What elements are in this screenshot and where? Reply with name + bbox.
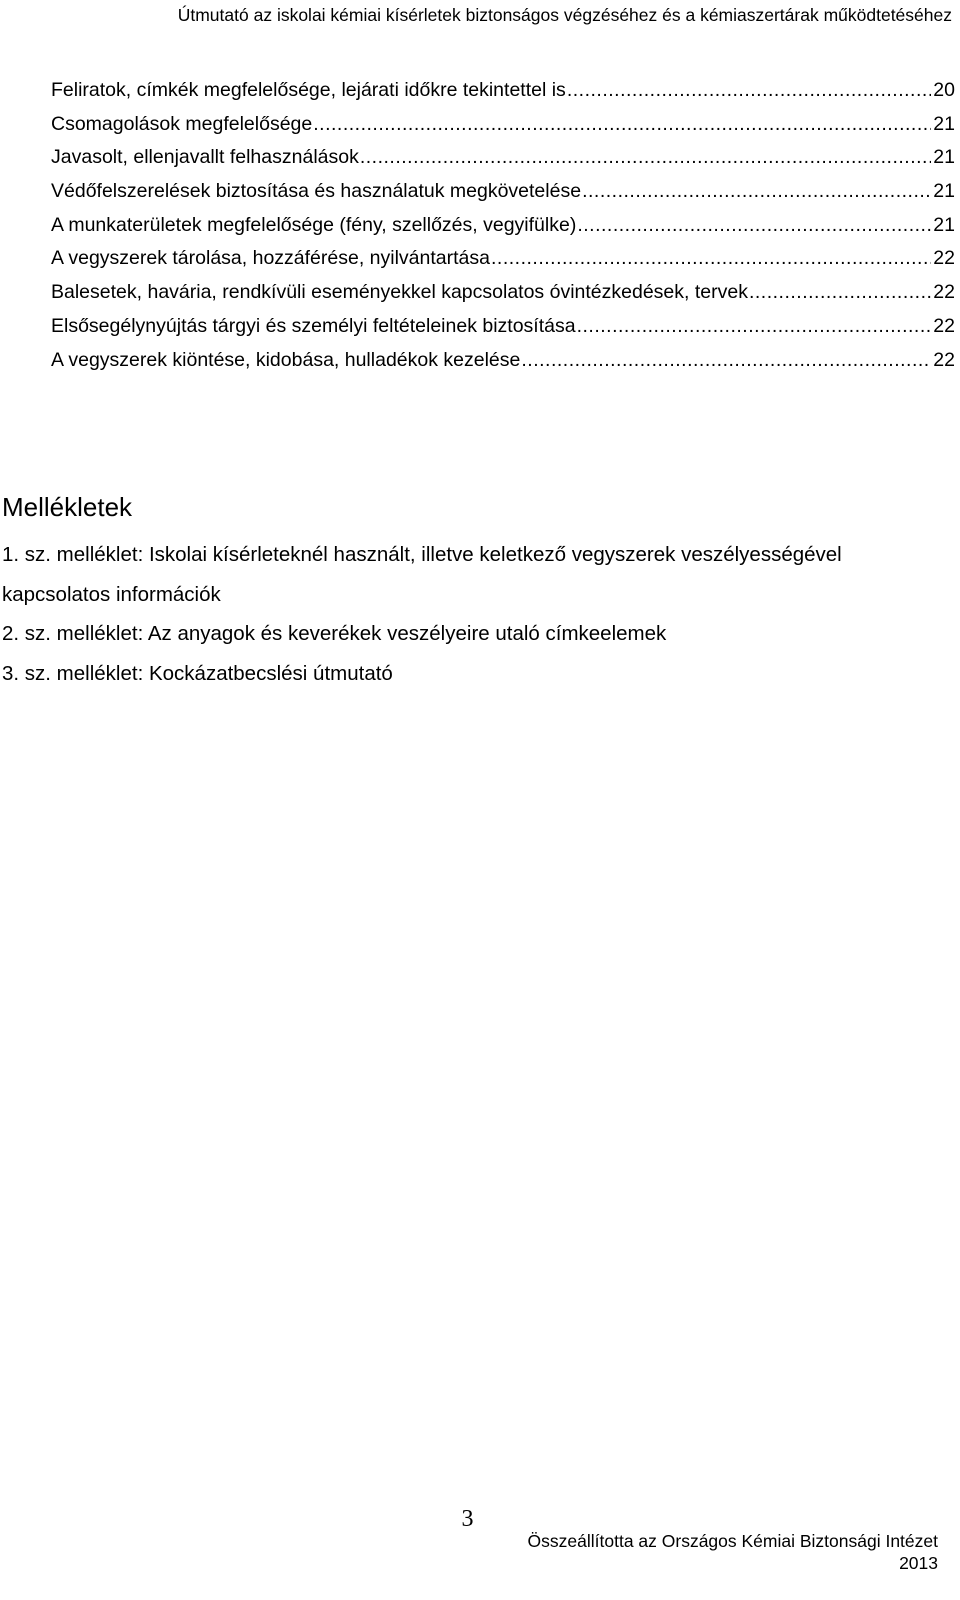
page-number: 3 bbox=[461, 1506, 474, 1532]
footer-institution: Összeállította az Országos Kémiai Biztonsági Intézet bbox=[527, 1531, 938, 1551]
toc-entry-title: Elsősegélynyújtás tárgyi és személyi feltételeinek biztosítása bbox=[51, 314, 576, 337]
annex-item[interactable]: 2. sz. melléklet: Az anyagok és keverékek veszélyeire utaló címkeelemek bbox=[2, 622, 667, 645]
toc-entry-title: Javasolt, ellenjavallt felhasználások bbox=[51, 146, 359, 169]
annex-item[interactable]: 1. sz. melléklet: Iskolai kísérleteknél használt, illetve keletkező vegyszerek veszélyességével kapcsolatos információk bbox=[2, 543, 842, 606]
toc-entry[interactable] bbox=[51, 108, 955, 142]
annexes-heading: Mellékletek bbox=[2, 492, 133, 522]
toc-entry-page: 20 bbox=[933, 79, 955, 101]
footer-year: 2013 bbox=[899, 1553, 938, 1573]
toc-entry-title: Balesetek, havária, rendkívüli eseményekkel kapcsolatos óvintézkedések, tervek bbox=[51, 281, 748, 304]
toc-entry-title: A vegyszerek tárolása, hozzáférése, nyilvántartása bbox=[51, 247, 490, 270]
annex-item[interactable]: 3. sz. melléklet: Kockázatbecslési útmutató bbox=[2, 661, 393, 685]
toc-entry[interactable] bbox=[51, 175, 955, 209]
toc-entry-title: Feliratok, címkék megfelelősége, lejárati időkre tekintettel is bbox=[51, 79, 566, 101]
toc-entry-page: 21 bbox=[933, 146, 955, 169]
toc-dot-leader bbox=[360, 141, 931, 175]
page-footer bbox=[528, 1530, 938, 1574]
annex-list bbox=[2, 535, 952, 693]
toc-entry-page: 21 bbox=[933, 180, 955, 203]
toc-entry-page: 21 bbox=[933, 213, 955, 236]
toc-dot-leader bbox=[577, 310, 932, 344]
toc-dot-leader bbox=[521, 344, 931, 378]
toc-entry[interactable] bbox=[51, 74, 955, 108]
toc-entry-page: 22 bbox=[933, 247, 955, 270]
toc-entry[interactable] bbox=[51, 209, 955, 243]
toc-entry[interactable] bbox=[51, 141, 955, 175]
toc-entry-page: 22 bbox=[933, 281, 955, 304]
running-header: Útmutató az iskolai kémiai kísérletek biztonságos végzéséhez és a kémiaszertárak működtetéséhez bbox=[177, 5, 952, 25]
toc-dot-leader bbox=[491, 242, 931, 276]
toc-entry-title: Csomagolások megfelelősége bbox=[51, 112, 313, 135]
toc-entry-page: 22 bbox=[933, 314, 955, 337]
toc-dot-leader bbox=[749, 276, 931, 310]
toc-dot-leader bbox=[567, 74, 931, 108]
table-of-contents bbox=[51, 74, 955, 377]
toc-entry-title: Védőfelszerelések biztosítása és használatuk megkövetelése bbox=[51, 180, 582, 203]
toc-entry-page: 22 bbox=[933, 348, 955, 371]
toc-entry-title: A munkaterületek megfelelősége (fény, szellőzés, vegyifülke) bbox=[51, 213, 577, 236]
toc-dot-leader bbox=[313, 108, 931, 142]
toc-entry-page: 21 bbox=[933, 112, 955, 135]
toc-entry[interactable] bbox=[51, 276, 955, 310]
toc-dot-leader bbox=[577, 209, 931, 243]
toc-entry[interactable] bbox=[51, 310, 955, 344]
toc-entry[interactable] bbox=[51, 344, 955, 378]
toc-entry-title: A vegyszerek kiöntése, kidobása, hulladékok kezelése bbox=[51, 348, 521, 371]
toc-entry[interactable] bbox=[51, 242, 955, 276]
toc-dot-leader bbox=[582, 175, 931, 209]
